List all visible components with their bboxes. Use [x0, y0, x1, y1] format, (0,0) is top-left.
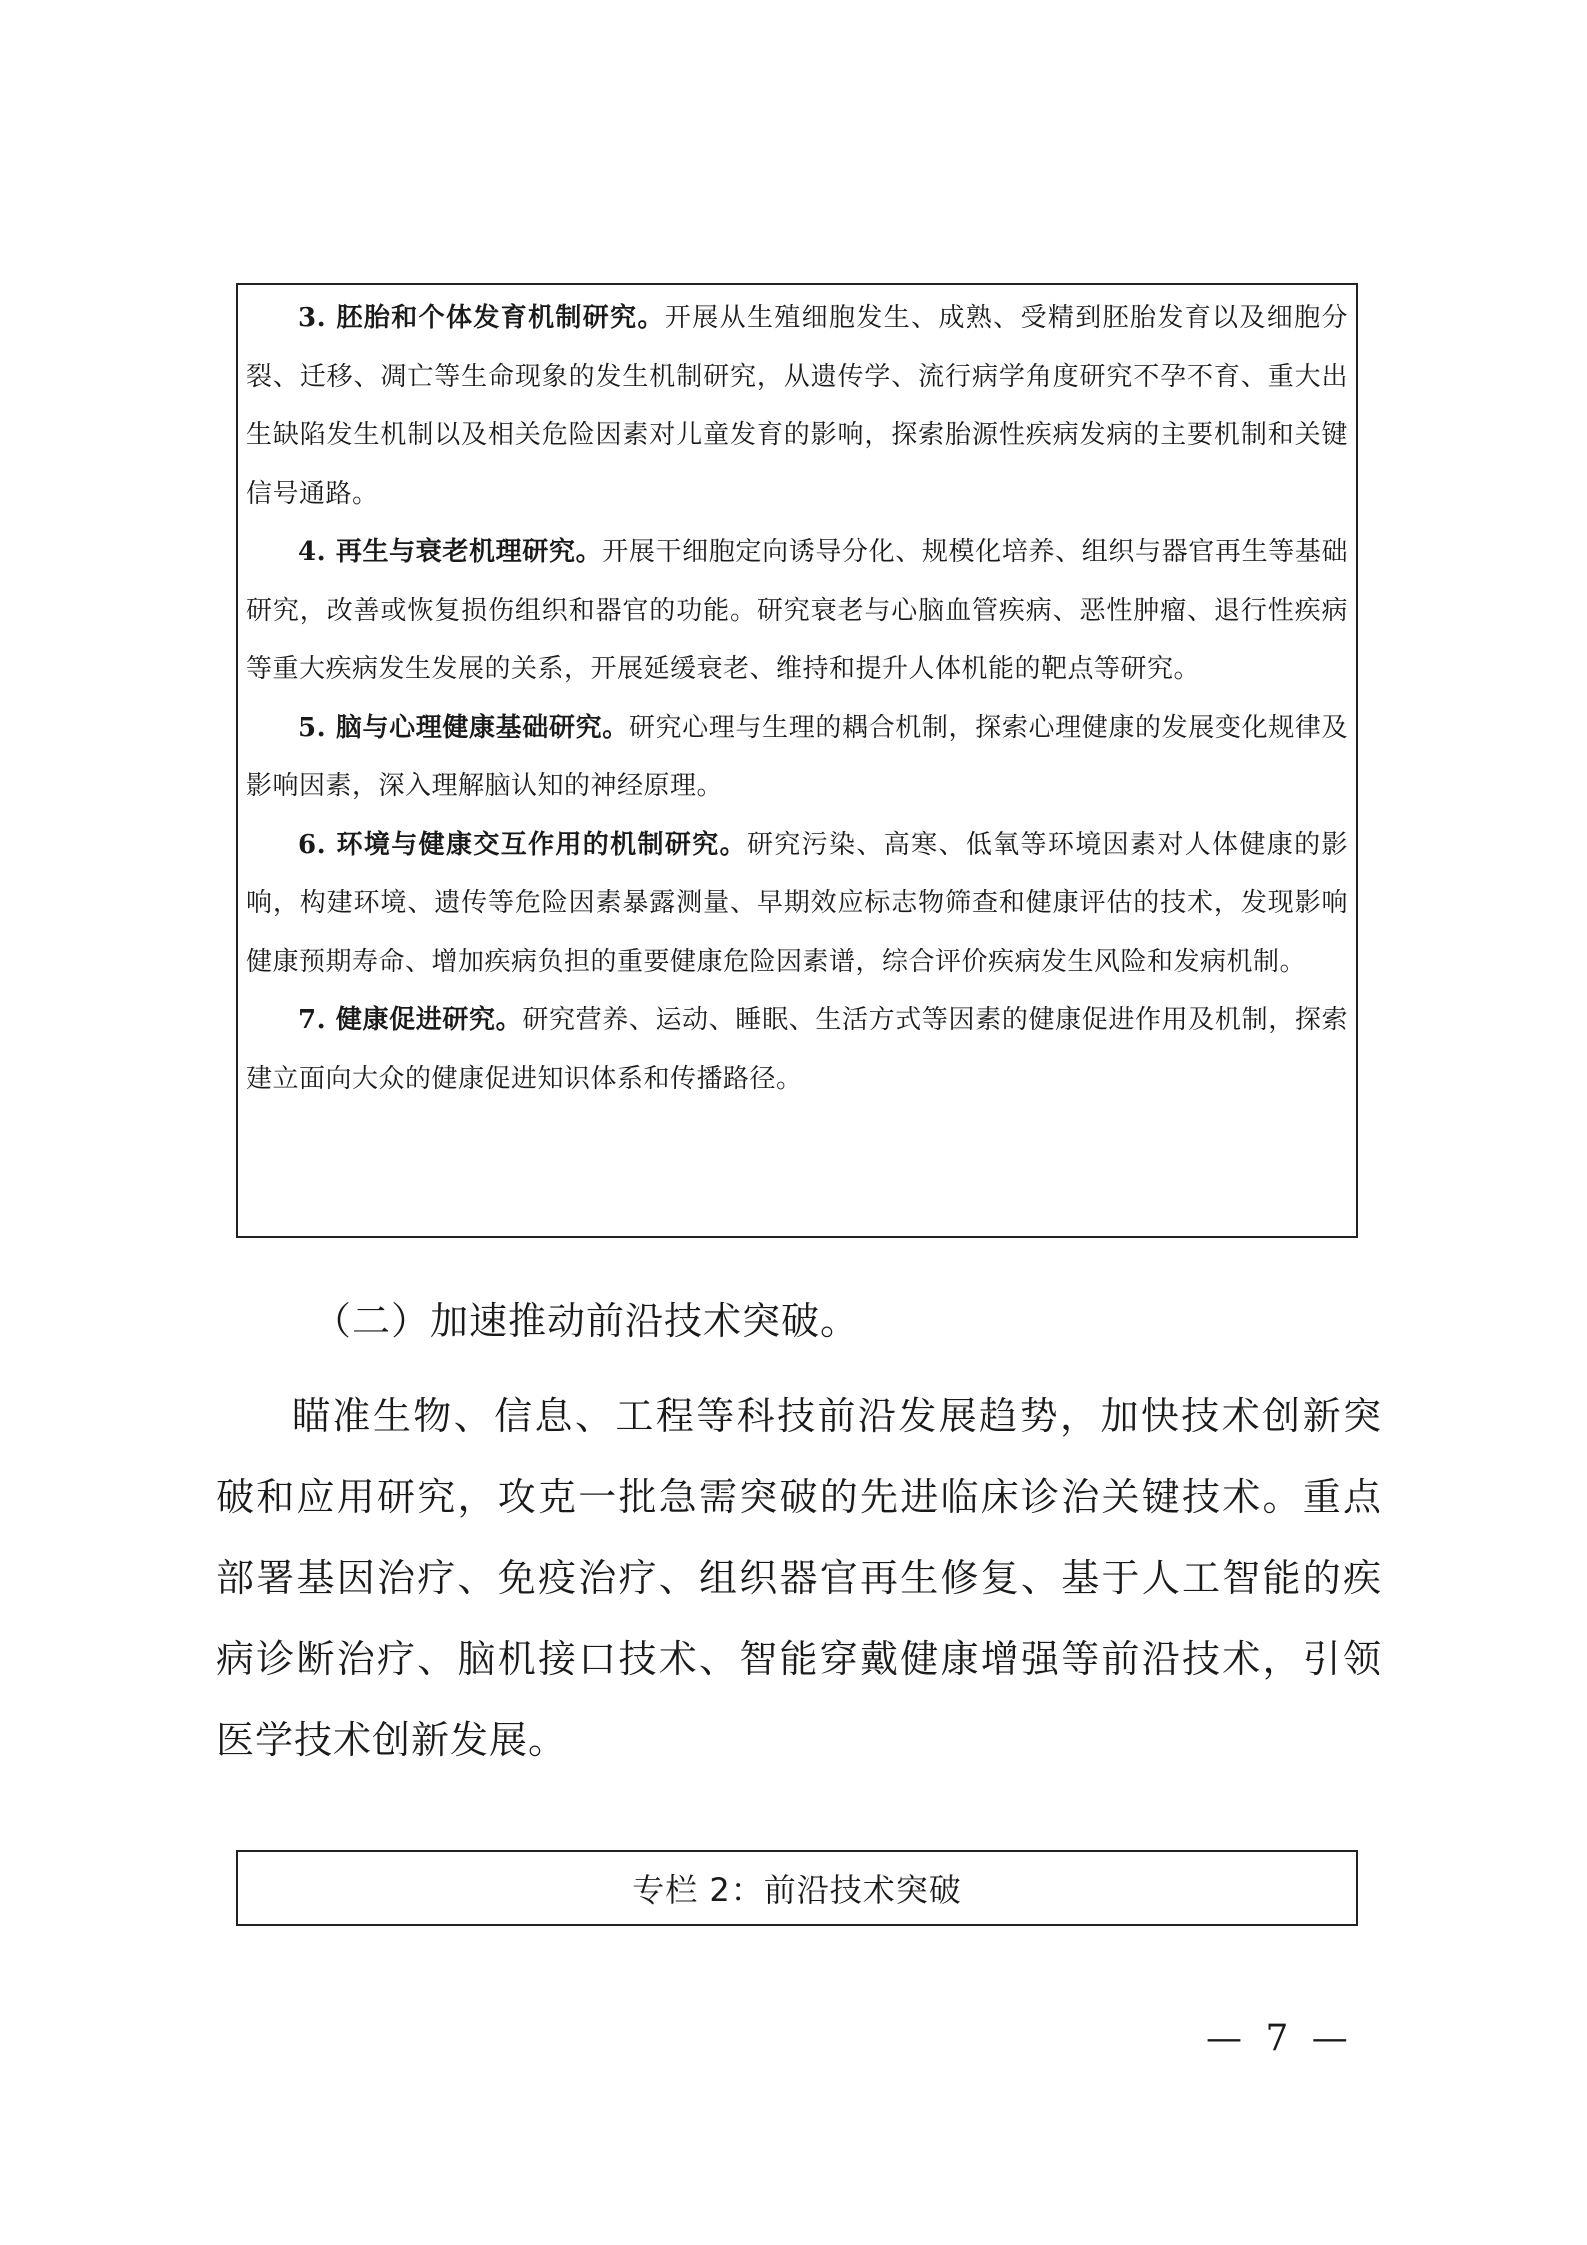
box-item-5 — [246, 699, 1348, 816]
column-title: 专栏 2：前沿技术突破 — [632, 1871, 962, 1909]
column-title-box — [236, 1850, 1358, 1926]
body-paragraph: 瞄准生物、信息、工程等科技前沿发展趋势，加快技术创新突破和应用研究，攻克一批急需突破的先进临床诊治关键技术。重点部署基因治疗、免疫治疗、组织器官再生修复、基于人工智能的疾病诊断治疗、脑机接口技术、智能穿戴健康增强等前沿技术，引领医学技术创新发展。 — [216, 1394, 1382, 1762]
box-item-4 — [246, 523, 1348, 699]
box-item-title: 5. 脑与心理健康基础研究。 — [298, 712, 629, 743]
box-item-title: 7. 健康促进研究。 — [298, 1005, 523, 1035]
box-item-body: 研究营养、运动、睡眠、生活方式等因素的健康促进作用及机制，探索建立面向大众的健康促进知识体系和传播路径。 — [246, 1005, 1348, 1094]
box-item-body: 研究心理与生理的耦合机制，探索心理健康的发展变化规律及影响因素，深入理解脑认知的神经原理。 — [246, 712, 1348, 801]
box-item-7 — [246, 991, 1348, 1108]
box-item-3 — [246, 289, 1348, 523]
box-item-body: 开展干细胞定向诱导分化、规模化培养、组织与器官再生等基础研究，改善或恢复损伤组织和器官的功能。研究衰老与心脑血管疾病、恶性肿瘤、退行性疾病等重大疾病发生发展的关系，开展延缓衰老、维持和提升人体机能的靶点等研究。 — [246, 537, 1348, 684]
box-item-body: 研究污染、高寒、低氧等环境因素对人体健康的影响，构建环境、遗传等危险因素暴露测量、早期效应标志物筛查和健康评估的技术，发现影响健康预期寿命、增加疾病负担的重要健康危险因素谱，综合评价疾病发生风险和发病机制。 — [246, 829, 1348, 977]
box-item-body: 开展从生殖细胞发生、成熟、受精到胚胎发育以及细胞分裂、迁移、凋亡等生命现象的发生机制研究，从遗传学、流行病学角度研究不孕不育、重大出生缺陷发生机制以及相关危险因素对儿童发育的影响，探索胎源性疾病发病的主要机制和关键信号通路。 — [246, 303, 1348, 509]
box-item-6 — [246, 816, 1348, 992]
special-column-box — [236, 283, 1358, 1238]
box-item-title: 4. 再生与衰老机理研究。 — [298, 537, 603, 567]
page-number: — 7 — — [1206, 2018, 1354, 2059]
box-item-title: 6. 环境与健康交互作用的机制研究。 — [298, 829, 747, 860]
section-heading: （二）加速推动前沿技术突破。 — [313, 1299, 860, 1343]
box-item-title: 3. 胚胎和个体发育机制研究。 — [298, 303, 665, 333]
